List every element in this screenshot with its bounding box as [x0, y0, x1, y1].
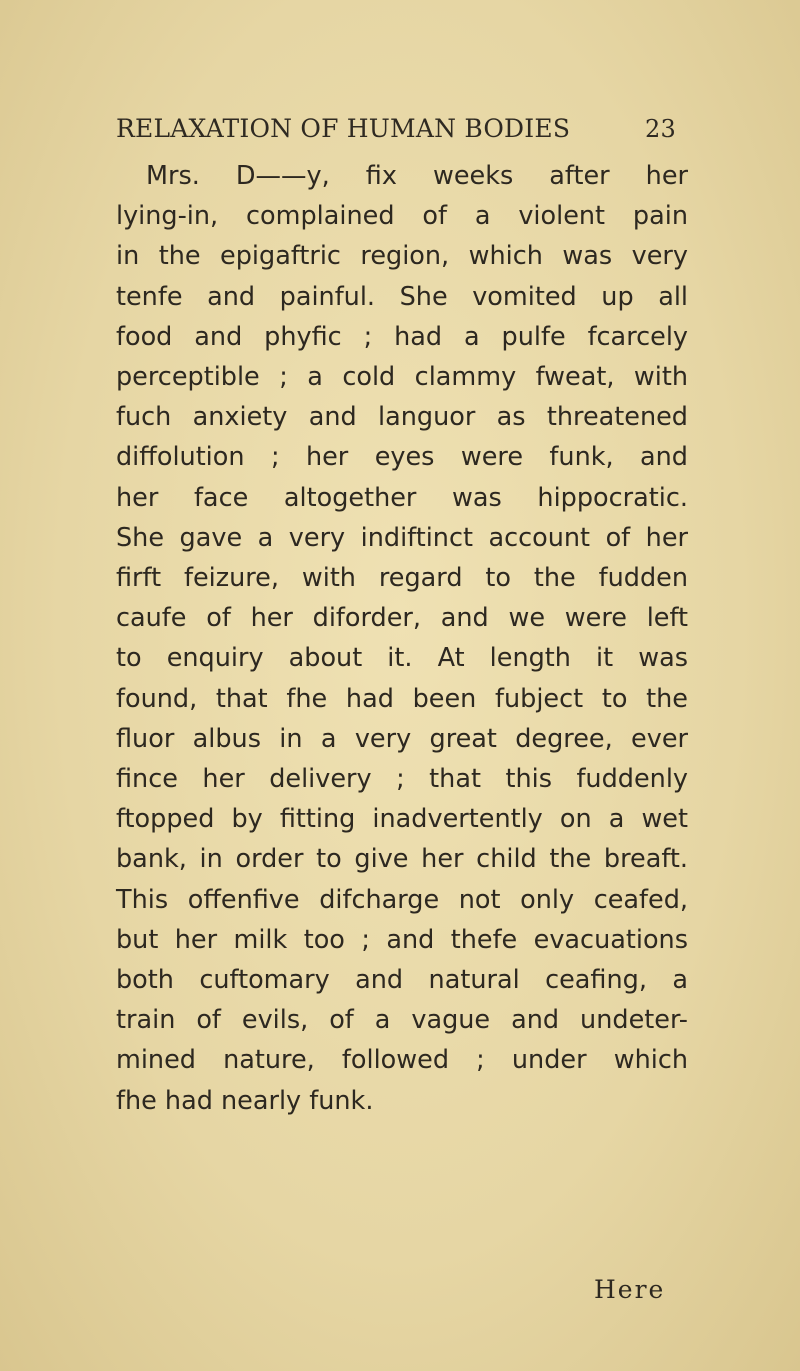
text-line: found, that fhe had been fubject to the [116, 683, 688, 714]
text-line: mined nature, followed ; under which [116, 1045, 688, 1076]
running-title: RELAXATION OF HUMAN BODIES [116, 114, 571, 143]
text-line: fuch anxiety and languor as threatened [116, 402, 688, 433]
text-line: lying-in, complained of a violent pain [116, 201, 688, 232]
page-header [116, 114, 676, 143]
text-line: tenfe and painful. She vomited up all [116, 281, 688, 312]
text-line: but her milk too ; and thefe evacuations [116, 924, 688, 955]
text-line: fluor albus in a very great degree, ever [116, 723, 688, 754]
catchword: Here [594, 1275, 666, 1304]
text-line: both cuftomary and natural ceafing, a [116, 965, 688, 996]
page-number: 23 [645, 115, 676, 143]
text-line: ftopped by fitting inadvertently on a wet [116, 804, 688, 835]
body-paragraph [116, 156, 688, 1121]
text-line: This offenfive difcharge not only ceafed, [116, 884, 688, 915]
text-line: in the epigaftric region, which was very [116, 241, 688, 272]
text-line: She gave a very indiftinct account of her [116, 522, 688, 553]
text-line: fhe had nearly funk. [116, 1085, 374, 1116]
text-line: to enquiry about it. At length it was [116, 643, 688, 674]
text-line: diffolution ; her eyes were funk, and [116, 442, 688, 473]
text-line: her face altogether was hippocratic. [116, 482, 688, 513]
text-line: caufe of her diforder, and we were left [116, 603, 688, 634]
text-line: train of evils, of a vague and undeter- [116, 1005, 688, 1036]
text-line: fince her delivery ; that this fuddenly [116, 764, 688, 795]
text-line: firft feizure, with regard to the fudden [116, 563, 688, 594]
text-line: perceptible ; a cold clammy fweat, with [116, 362, 688, 393]
text-line: Mrs. D——y, fix weeks after her [146, 161, 688, 191]
text-line: bank, in order to give her child the breaft. [116, 844, 688, 875]
text-line: food and phyfic ; had a pulfe fcarcely [116, 321, 688, 352]
